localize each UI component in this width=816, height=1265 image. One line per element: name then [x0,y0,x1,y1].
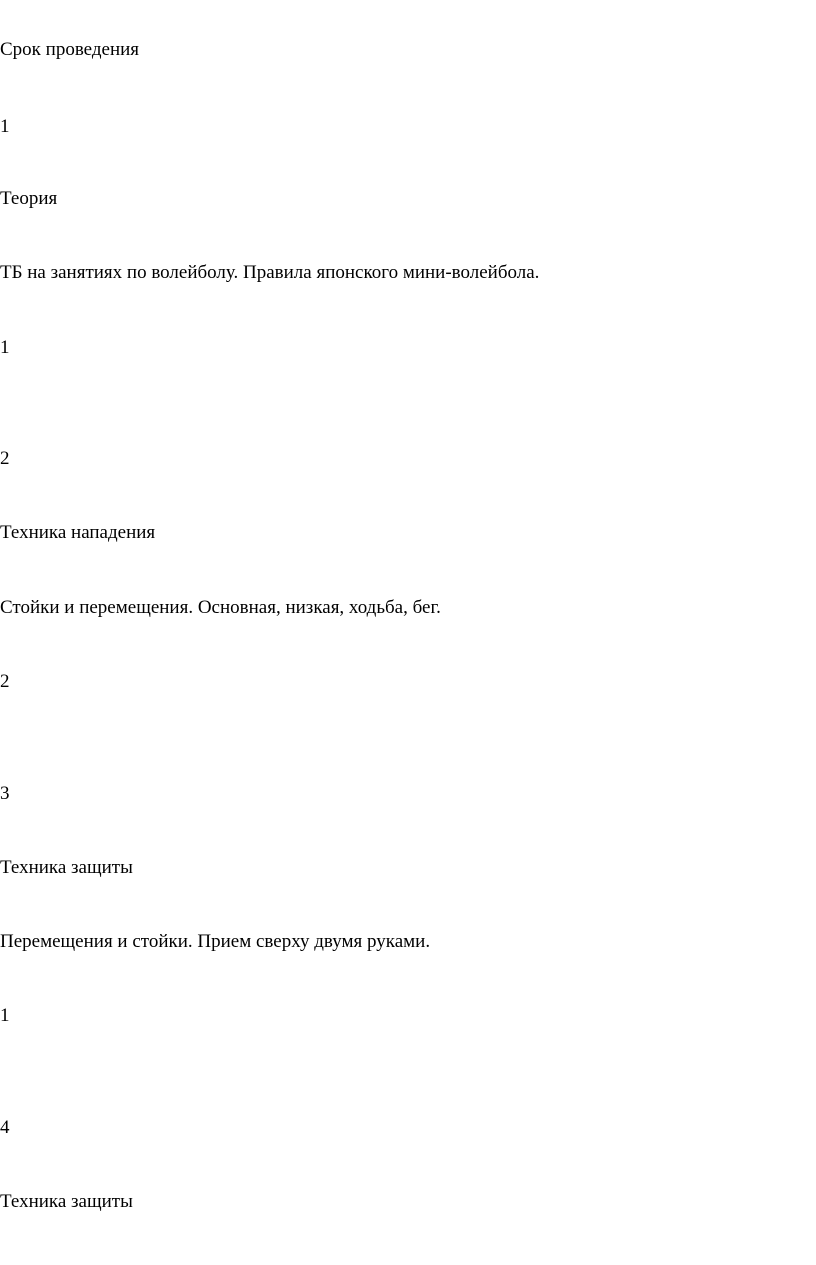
lesson-number: 4 [0,1117,10,1138]
lesson-number: 3 [0,783,10,804]
column-header-duration: Срок проведения [0,39,140,60]
lesson-hours: 1 [0,337,10,358]
section-title: Техника защиты [0,1191,133,1212]
section-title: Техника нападения [0,522,156,543]
lesson-topic: Перемещения и стойки. Прием сверху двумя руками. [0,931,431,952]
lesson-number: 2 [0,448,10,469]
section-title: Теория [0,188,58,209]
lesson-topic: Стойки и перемещения. Основная, низкая, ходьба, бег. [0,597,441,618]
section-title: Техника защиты [0,857,133,878]
lesson-hours: 2 [0,671,10,692]
lesson-topic: ТБ на занятиях по волейболу. Правила японского мини-волейбола. [0,262,540,283]
lesson-number: 1 [0,116,10,137]
lesson-hours: 1 [0,1005,10,1026]
